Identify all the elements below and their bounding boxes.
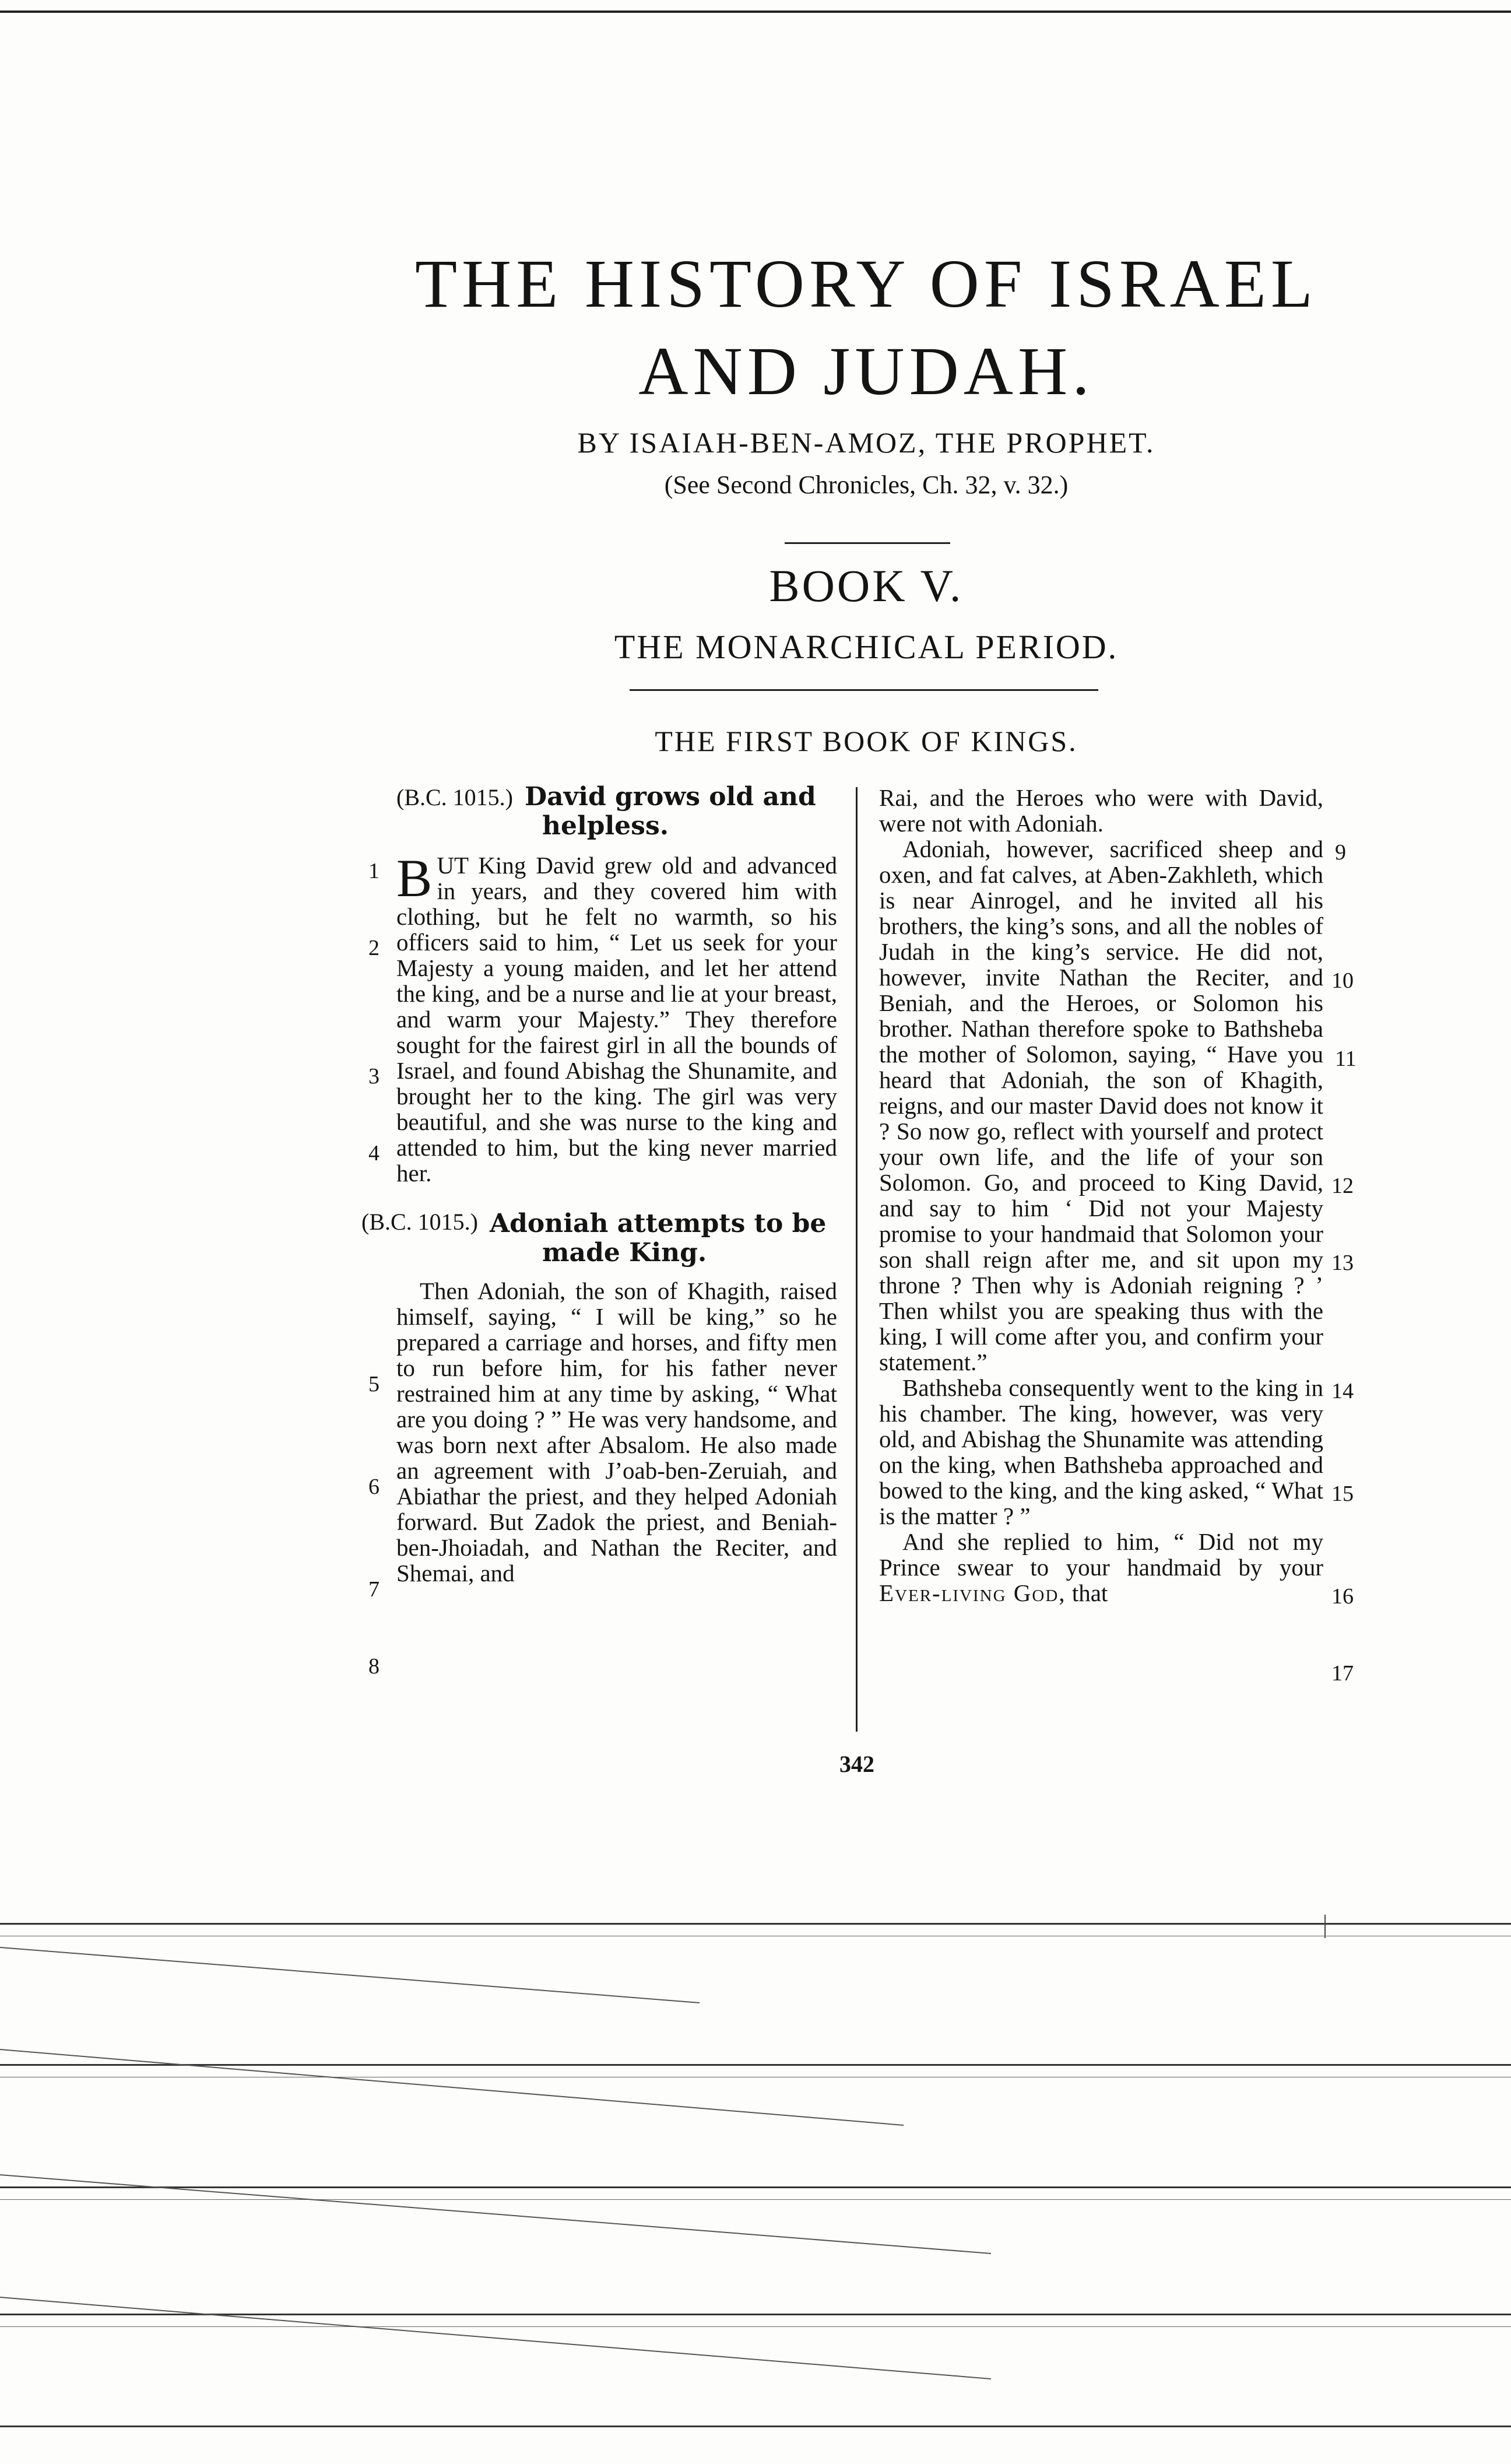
scan-artifacts [0, 1924, 1511, 2464]
long-rule [630, 689, 1098, 691]
verse-number: 9 [1335, 840, 1346, 865]
section-heading: THE FIRST BOOK OF KINGS. [655, 725, 1078, 757]
verse-number: 1 [368, 859, 379, 883]
date-label: (B.C. 1015.) [396, 784, 513, 810]
period-heading: THE MONARCHICAL PERIOD. [614, 628, 1119, 666]
column-divider [856, 787, 858, 1732]
section-heading-line1: Adoniah attempts to be [490, 1209, 827, 1238]
skew-line [0, 1947, 700, 2003]
skew-line [0, 2175, 991, 2254]
paragraph: Bathsheba consequently went to the king in his chamber. The king, however, was very old, and Abishag the Shunamite was attending on the king, when Bathsheba approached and bowed to the king, and the king asked, “ What is the matter ? ” [879, 1374, 1323, 1529]
verse-number: 3 [368, 1064, 379, 1089]
verse-number: 8 [368, 1654, 379, 1679]
paragraph: UT King David grew old and advanced in years, and they covered him with clothing, but he felt no warmth, so his officers said to him, “ Let us seek for your Majesty a young maiden, and let her attend the king, and be a nurse and lie at your breast, and warm your Majesty.” They therefore sought for the fairest girl in all the bounds of Israel, and found Abishag the Shunamite, and brought her to the king. The girl was very beautiful, and she was nurse to the king and attended to him, but the king never married her. [396, 852, 837, 1187]
paragraph: Rai, and the Heroes who were with David, were not with Adoniah. [879, 784, 1323, 837]
paragraph: Adoniah, however, sacrificed sheep and oxen, and fat calves, at Aben-Zakhleth, which is near Ainrogel, and he invited all his brothers, the king’s sons, and all the nobles of Judah in the king’s service. He did not, however, invite Nathan the Reciter, and Beniah, and the Heroes, or Solomon his brother. Nathan therefore spoke to Bathsheba the mother of Solomon, saying, “ Have you heard that Adoniah, the son of Khagith, reigns, and our master David does not know it ? So now go, reflect with yourself and protect your own life, and the life of your son Solomon. Go, and proceed to King David, and say to him ‘ Did not your Majesty promise to your handmaid that Solomon your son shall reign after me, and sit upon my throne ? Then why is Adoniah reigning ? ’ Then whilst you are speaking thus with the king, I will come after you, and confirm your statement.” [879, 836, 1323, 1375]
section-heading-line1: David grows old and [525, 782, 816, 812]
reference: (See Second Chronicles, Ch. 32, v. 32.) [664, 471, 1069, 499]
verse-number: 4 [368, 1141, 379, 1166]
verse-number: 7 [368, 1577, 379, 1602]
book-heading: BOOK V. [769, 560, 964, 611]
skew-line [0, 2297, 991, 2379]
scan-top-edge [0, 10, 1511, 13]
drop-cap: B [396, 848, 433, 908]
verse-number: 17 [1331, 1661, 1354, 1686]
verse-number: 13 [1331, 1251, 1354, 1275]
date-label: (B.C. 1015.) [361, 1209, 478, 1235]
verse-number: 5 [368, 1372, 379, 1396]
byline: BY ISAIAH-BEN-AMOZ, THE PROPHET. [577, 426, 1155, 459]
short-rule [785, 542, 950, 544]
section-heading-line2: made King. [542, 1238, 707, 1268]
page-title-line1: THE HISTORY OF ISRAEL [414, 245, 1318, 322]
paragraph [879, 1529, 1323, 1606]
verse-number: 12 [1331, 1174, 1354, 1198]
section-heading-line2: helpless. [542, 811, 669, 841]
right-column [879, 785, 1323, 1606]
verse-number: 16 [1331, 1584, 1354, 1609]
page-title-line2: AND JUDAH. [638, 333, 1094, 409]
verse-number: 6 [368, 1475, 379, 1499]
verse-number: 14 [1331, 1379, 1354, 1403]
paragraph-text: that [1071, 1580, 1108, 1606]
paragraph-text: And she replied to him, “ Did not my Prince swear to your handmaid by your [879, 1528, 1323, 1581]
paragraph: Then Adoniah, the son of Khagith, raised himself, saying, “ I will be king,” so he prepared a carriage and horses, and fifty men to run before him, for his father never restrained him at any time by asking, “ What are you doing ? ” He was very handsome, and was born next after Absalom. He also made an agreement with J’oab-ben-Zeruiah, and Abiathar the priest, and they helped Adoniah forward. But Zadok the priest, and Beniah-ben-Jhoiadah, and Nathan the Reciter, and Shemai, and [396, 1277, 837, 1586]
divine-name: Ever-living God, [879, 1580, 1066, 1606]
verse-number: 2 [368, 936, 379, 960]
verse-number: 11 [1335, 1047, 1357, 1071]
page-number: 342 [839, 1751, 874, 1777]
skew-line [0, 2049, 904, 2125]
left-column [361, 782, 837, 1586]
verse-number: 10 [1331, 968, 1354, 993]
verse-number: 15 [1331, 1482, 1354, 1506]
